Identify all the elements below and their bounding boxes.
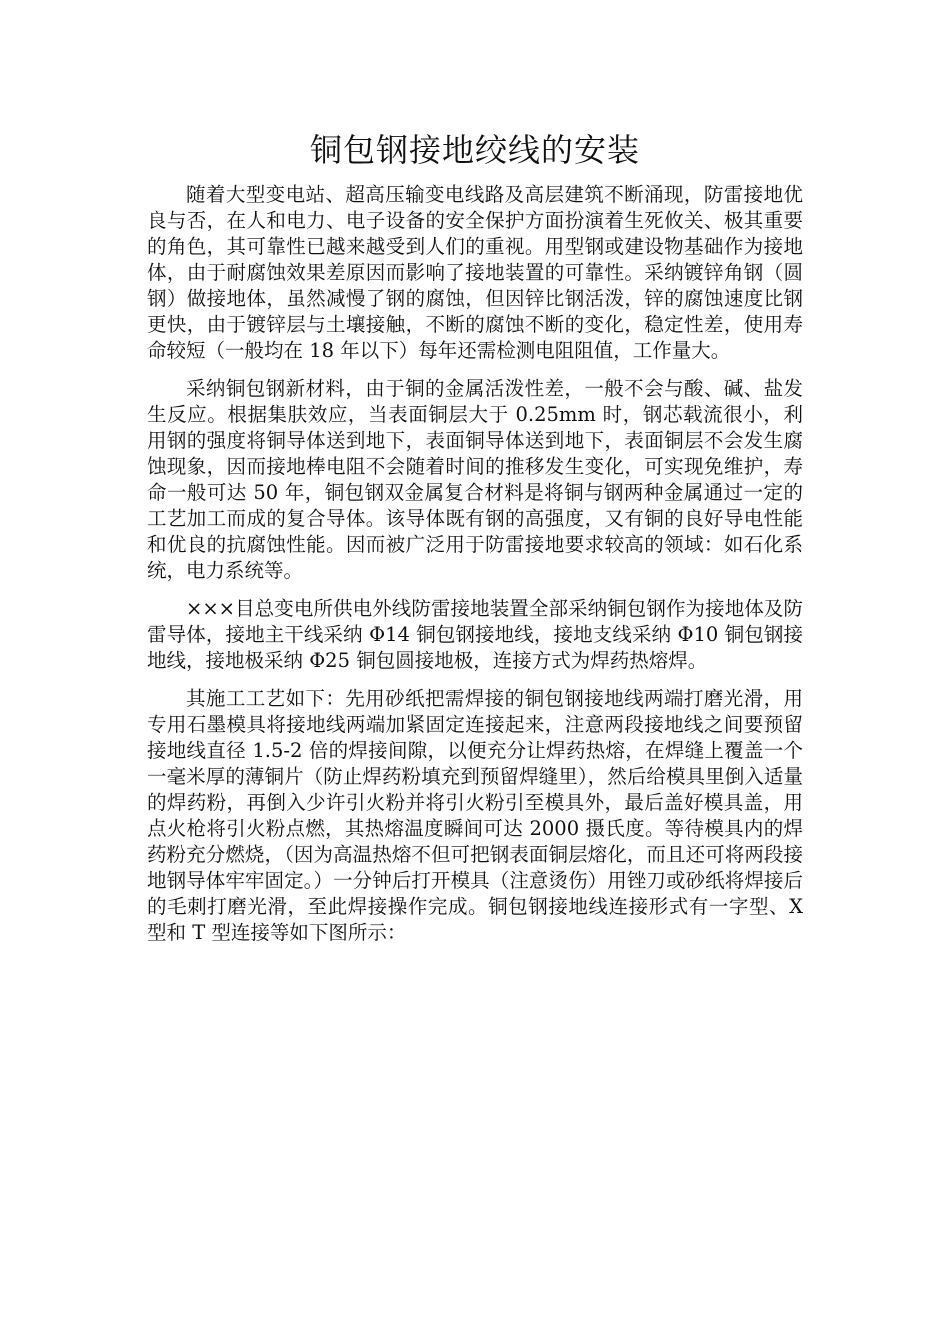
document-title: 铜包钢接地绞线的安装 (309, 131, 640, 169)
paragraph-substation-application: ×××目总变电所供电外线防雷接地装置全部采纳铜包钢作为接地体及防雷导体，接地主干线采纳 Φ14 铜包钢接地线，接地支线采纳 Φ10 铜包钢接地线，接地极采纳 Φ25 铜包圆接地极，连接方式为焊药热熔焊。 (147, 597, 803, 672)
paragraph-copper-clad-steel: 采纳铜包钢新材料，由于铜的金属活泼性差，一般不会与酸、碱、盐发生反应。根据集肤效应，当表面铜层大于 0.25mm 时，钢芯载流很小，利用钢的强度将铜导体送到地下，表面铜导体送到地下，表面铜层不会发生腐蚀现象，因而接地棒电阻不会随着时间的推移发生变化，可实现免维护，寿命一般可达 50 年，铜包钢双金属复合材料是将铜与钢两种金属通过一定的工艺加工而成的复合导体。该导体既有钢的高强度，又有铜的良好导电性能和优良的抗腐蚀性能。因而被广泛用于防雷接地要求较高的领域：如石化系统，电力系统等。 (147, 377, 803, 582)
document-body (147, 128, 803, 958)
paragraph-intro: 随着大型变电站、超高压输变电线路及高层建筑不断涌现，防雷接地优良与否，在人和电力、电子设备的安全保护方面扮演着生死攸关、极其重要的角色，其可靠性已越来越受到人们的重视。用型钢或建设物基础作为接地体，由于耐腐蚀效果差原因而影响了接地装置的可靠性。采纳镀锌角钢（圆钢）做接地体，虽然减慢了钢的腐蚀，但因锌比钢活泼，锌的腐蚀速度比钢更快，由于镀锌层与土壤接触，不断的腐蚀不断的变化，稳定性差，使用寿命较短（一般均在 18 年以下）每年还需检测电阻阻值，工作量大。 (147, 183, 803, 362)
paragraph-construction-process: 其施工工艺如下：先用砂纸把需焊接的铜包钢接地线两端打磨光滑，用专用石墨模具将接地线两端加紧固定连接起来，注意两段接地线之间要预留接地线直径 1.5-2 倍的焊接间隙，以便充分让焊药热熔，在焊缝上覆盖一个一毫米厚的薄铜片（防止焊药粉填充到预留焊缝里），然后给模具里倒入适量的焊药粉，再倒入少许引火粉并将引火粉引至模具外，最后盖好模具盖，用点火枪将引火粉点燃，其热熔温度瞬间可达 2000 摄氏度。等待模具内的焊药粉充分燃烧，（因为高温热熔不但可把钢表面铜层熔化，而且还可将两段接地钢导体牢牢固定。）一分钟后打开模具（注意烫伤）用锉刀或砂纸将焊接后的毛刺打磨光滑，至此焊接操作完成。铜包钢接地线连接形式有一字型、X 型和 T 型连接等如下图所示： (147, 687, 803, 944)
